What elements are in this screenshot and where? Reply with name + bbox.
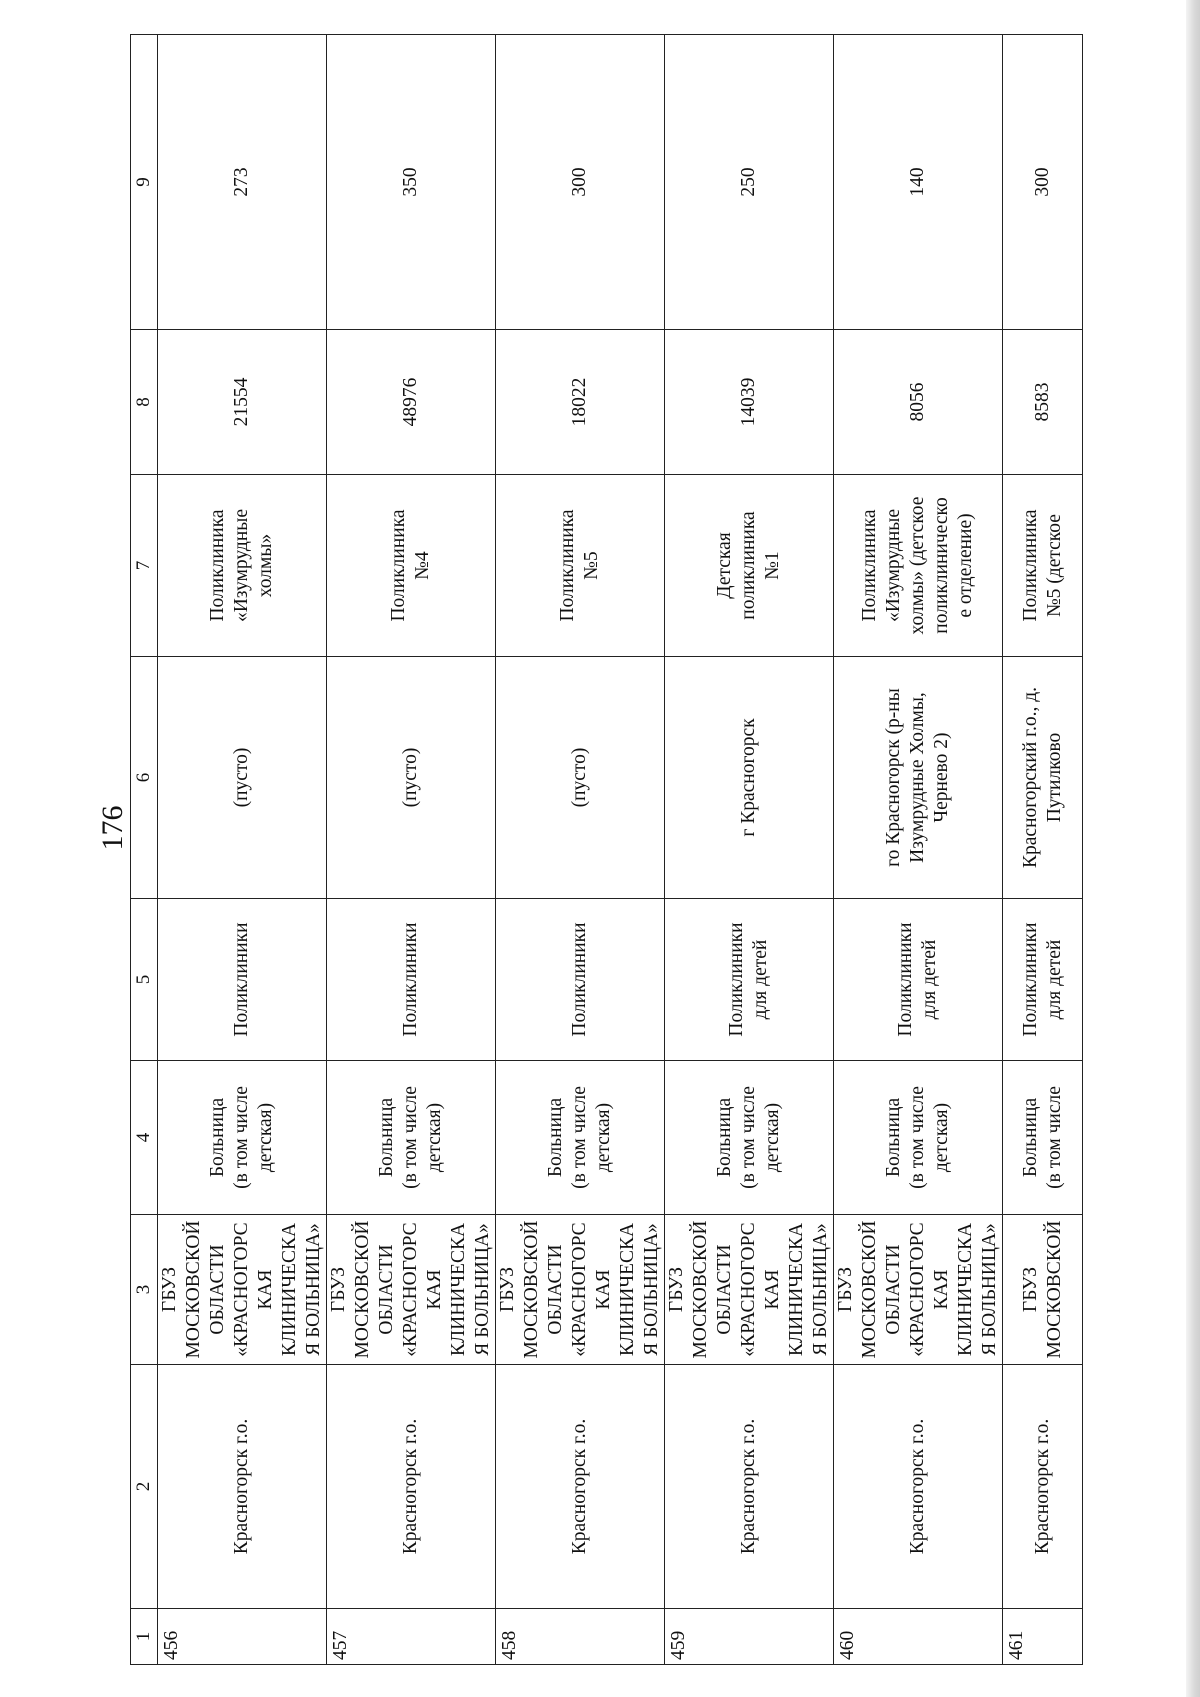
table-row [1003, 35, 1083, 1665]
subtype-cell: Поликлиники [496, 899, 665, 1061]
organization-cell: ГБУЗ МОСКОВСКОЙ ОБЛАСТИ «КРАСНОГОРС КАЯ КЛИНИЧЕСКА Я БОЛЬНИЦА» [834, 1215, 1003, 1365]
subtype-cell: Поликлиники для детей [665, 899, 834, 1061]
row-number: 461 [1003, 1609, 1083, 1665]
facility-type-cell: Больница (в том числе детская) [327, 1061, 496, 1215]
table-row [496, 35, 665, 1665]
capacity-cell: 300 [496, 35, 665, 330]
subtype-cell: Поликлиники для детей [834, 899, 1003, 1061]
medical-facilities-table [130, 34, 1083, 1665]
capacity-cell: 140 [834, 35, 1003, 330]
scan-edge [1186, 0, 1200, 1697]
population-cell: 48976 [327, 330, 496, 475]
facility-type-cell: Больница (в том числе детская) [834, 1061, 1003, 1215]
table-row [327, 35, 496, 1665]
page-number: 176 [96, 805, 129, 851]
column-header-4: 4 [131, 1061, 158, 1215]
locality-cell: (пусто) [496, 657, 665, 899]
row-number: 458 [496, 1609, 665, 1665]
table-row [158, 35, 327, 1665]
column-header-8: 8 [131, 330, 158, 475]
organization-cell: ГБУЗ МОСКОВСКОЙ ОБЛАСТИ «КРАСНОГОРС КАЯ КЛИНИЧЕСКА Я БОЛЬНИЦА» [665, 1215, 834, 1365]
organization-cell: ГБУЗ МОСКОВСКОЙ ОБЛАСТИ «КРАСНОГОРС КАЯ КЛИНИЧЕСКА Я БОЛЬНИЦА» [158, 1215, 327, 1365]
column-header-2: 2 [131, 1365, 158, 1609]
organization-cell: ГБУЗ МОСКОВСКОЙ [1003, 1215, 1083, 1365]
capacity-cell: 273 [158, 35, 327, 330]
locality-cell: Красногорский г.о., д. Путилково [1003, 657, 1083, 899]
district-cell: Красногорск г.о. [158, 1365, 327, 1609]
population-cell: 18022 [496, 330, 665, 475]
population-cell: 8583 [1003, 330, 1083, 475]
subtype-cell: Поликлиники [327, 899, 496, 1061]
unit-cell: Поликлиника №5 (детское [1003, 475, 1083, 657]
table-row [834, 35, 1003, 1665]
district-cell: Красногорск г.о. [834, 1365, 1003, 1609]
row-number: 460 [834, 1609, 1003, 1665]
locality-cell: (пусто) [158, 657, 327, 899]
column-header-9: 9 [131, 35, 158, 330]
capacity-cell: 350 [327, 35, 496, 330]
facility-type-cell: Больница (в том числе детская) [665, 1061, 834, 1215]
locality-cell: (пусто) [327, 657, 496, 899]
column-header-5: 5 [131, 899, 158, 1061]
capacity-cell: 250 [665, 35, 834, 330]
column-header-7: 7 [131, 475, 158, 657]
locality-cell: г Красногорск [665, 657, 834, 899]
district-cell: Красногорск г.о. [665, 1365, 834, 1609]
facility-type-cell: Больница (в том числе [1003, 1061, 1083, 1215]
facility-type-cell: Больница (в том числе детская) [496, 1061, 665, 1215]
population-cell: 8056 [834, 330, 1003, 475]
row-number: 457 [327, 1609, 496, 1665]
district-cell: Красногорск г.о. [327, 1365, 496, 1609]
unit-cell: Поликлиника «Изумрудные холмы» [158, 475, 327, 657]
row-number: 456 [158, 1609, 327, 1665]
locality-cell: го Красногорск (р-ны Изумрудные Холмы, Чернево 2) [834, 657, 1003, 899]
population-cell: 21554 [158, 330, 327, 475]
rotated-table-container [130, 35, 1066, 1665]
unit-cell: Поликлиника «Изумрудные холмы» (детское поликлиническо е отделение) [834, 475, 1003, 657]
facility-type-cell: Больница (в том числе детская) [158, 1061, 327, 1215]
unit-cell: Детская поликлиника №1 [665, 475, 834, 657]
subtype-cell: Поликлиники [158, 899, 327, 1061]
table-row [665, 35, 834, 1665]
column-header-3: 3 [131, 1215, 158, 1365]
population-cell: 14039 [665, 330, 834, 475]
capacity-cell: 300 [1003, 35, 1083, 330]
subtype-cell: Поликлиники для детей [1003, 899, 1083, 1061]
column-header-6: 6 [131, 657, 158, 899]
header-row [131, 35, 158, 1665]
unit-cell: Поликлиника №4 [327, 475, 496, 657]
organization-cell: ГБУЗ МОСКОВСКОЙ ОБЛАСТИ «КРАСНОГОРС КАЯ КЛИНИЧЕСКА Я БОЛЬНИЦА» [496, 1215, 665, 1365]
organization-cell: ГБУЗ МОСКОВСКОЙ ОБЛАСТИ «КРАСНОГОРС КАЯ КЛИНИЧЕСКА Я БОЛЬНИЦА» [327, 1215, 496, 1365]
district-cell: Красногорск г.о. [496, 1365, 665, 1609]
unit-cell: Поликлиника №5 [496, 475, 665, 657]
row-number: 459 [665, 1609, 834, 1665]
column-header-1: 1 [131, 1609, 158, 1665]
district-cell: Красногорск г.о. [1003, 1365, 1083, 1609]
